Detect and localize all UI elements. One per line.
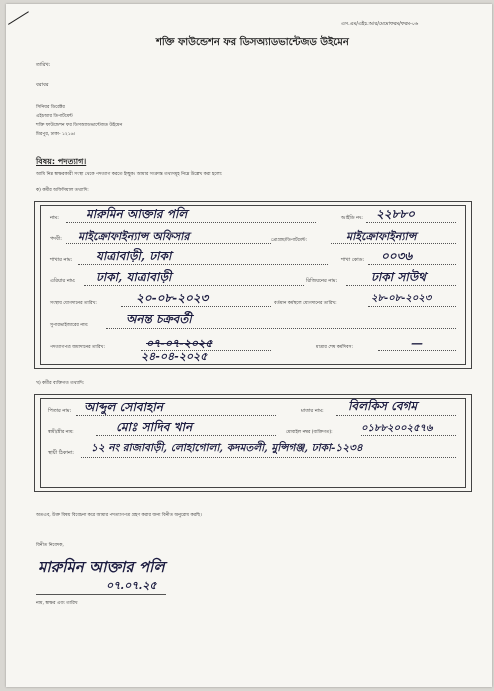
region-label: রিজিয়নের নাম: <box>306 278 338 284</box>
signature-date: ০৭.০৭.২৫ <box>106 579 157 592</box>
last-day-label: মাত্রার শেষ কর্মদিবস: <box>316 345 354 350</box>
last-day-line <box>378 350 456 351</box>
position-label: পদবী: <box>50 236 62 242</box>
current-join-value: ২৮-০৮-২০২৩ <box>371 293 432 304</box>
last-day-value: — <box>411 336 423 350</box>
date-label: তারিখ: <box>36 62 51 68</box>
salutation: বরাবর <box>36 82 49 88</box>
form-code: এস.এম/এইচ.আর/মেমোফরম/ফরম-০৬ <box>341 21 419 27</box>
name-label: নাম: <box>50 215 59 221</box>
area-value: ঢাকা, যাত্রাবাড়ী <box>96 270 172 284</box>
org-title: শক্তি ফাউন্ডেশন ফর ডিসঅ্যাডভান্টেজড উইমেন <box>156 37 349 48</box>
branch-value: যাত্রাবাড়ী, ঢাকা <box>96 249 172 263</box>
section-a-label: ক) কর্মীর অফিসিয়াল তথ্যাদি: <box>36 188 89 193</box>
branch-code-label: শাখা কোড: <box>341 257 365 263</box>
section-b-label: খ) কর্মীর ব্যক্তিগত তথ্যাদি: <box>36 381 85 386</box>
recipient-line: শক্তি ফাউন্ডেশন ফর ডিসঅ্যাডভান্টেজড উইমেন <box>36 123 123 128</box>
father-label: পিতার নাম: <box>48 408 72 414</box>
father-value: আব্দুল সোবাহান <box>84 400 163 414</box>
address-label: স্থায়ী ঠিকানা: <box>48 450 74 456</box>
signature-image: মারুমিন আক্তার পলি <box>38 558 165 576</box>
join-date-label: সংস্থায় যোগদানের তারিখ: <box>50 301 97 306</box>
document-page <box>6 4 492 687</box>
spouse-value: মোঃ সাদিব খান <box>116 420 193 434</box>
id-value: ২২৮৮০ <box>376 207 415 221</box>
mother-value: বিলকিস বেগম <box>348 399 418 413</box>
spouse-label: স্বামী/স্ত্রীর নাম: <box>48 430 74 435</box>
mobile-label: মোবাইল নম্বর (ব্যক্তিগত): <box>286 430 333 435</box>
subject-heading: বিষয়: পদত্যাগ। <box>36 157 87 166</box>
program-value: মাইক্রোফাইন্যান্স <box>346 230 417 243</box>
closing-text: অতএব, উক্ত বিষয় বিবেচনা করে আমার পদত্যাগপত্র গ্রহণ করার জন্য বিনীত অনুরোধ করছি। <box>36 513 202 518</box>
area-label: এরিয়ার নাম: <box>50 278 76 284</box>
signoff: বিনীত নিবেদক, <box>36 543 64 548</box>
resign-date-struck: ০৭-০৭-২০২৫ <box>146 337 213 350</box>
address-value: ১২ নং রাজাবাড়ী, লোহাগোলা, কদমতলী, মুন্সিগঞ্জ, ঢাকা-১২৩৪ <box>91 442 363 454</box>
mother-label: মাতার নাম: <box>301 408 324 414</box>
branch-code-value: ০০৩৬ <box>381 249 413 263</box>
program-label: প্রোগ্রাম/ডিপার্টমেন্ট: <box>271 238 307 243</box>
join-date-value: ২০-০৮-২০২৩ <box>136 291 209 305</box>
position-value: মাইক্রোফাইন্যান্স অফিসার <box>78 230 190 243</box>
corner-mark <box>8 11 29 25</box>
signature-line <box>36 594 166 595</box>
region-value: ঢাকা সাউথ <box>371 270 426 284</box>
current-join-label: বর্তমান কর্মস্থলে যোগদানের তারিখ: <box>274 301 337 306</box>
intro-text: আমি নিম্ন স্বাক্ষরকারী সংস্থা থেকে পদত্যাগ করতে ইচ্ছুক। আমার সংক্রান্ত তথ্যসমূহ নিম্নে উল্লেখ করা হলো: <box>36 172 223 177</box>
mobile-value: ০১৮৮২০০২৫৭৬ <box>361 423 433 434</box>
name-value: মারুমিন আক্তার পলি <box>86 207 188 221</box>
id-label: আইডি নং: <box>341 215 363 221</box>
supervisor-label: সুপারভাইজারের নাম: <box>50 323 89 328</box>
resign-date-value: ২৪-০৪-২০২৫ <box>141 350 208 363</box>
supervisor-value: অনন্ত চক্রবর্তী <box>126 312 192 326</box>
recipient-line: মিরপুর, ঢাকা- ১২১৬। <box>36 132 76 137</box>
branch-label: শাখার নাম: <box>50 257 73 263</box>
recipient-line: এইচআর ডিপার্টমেন্ট <box>36 114 73 119</box>
recipient-line: সিনিয়র ডিরেক্টর <box>36 105 65 110</box>
signature-label: নাম, স্বাক্ষর এবং তারিখ <box>36 601 78 606</box>
resign-date-label: পদত্যাগপত্র জমাদানের তারিখ: <box>50 345 105 350</box>
